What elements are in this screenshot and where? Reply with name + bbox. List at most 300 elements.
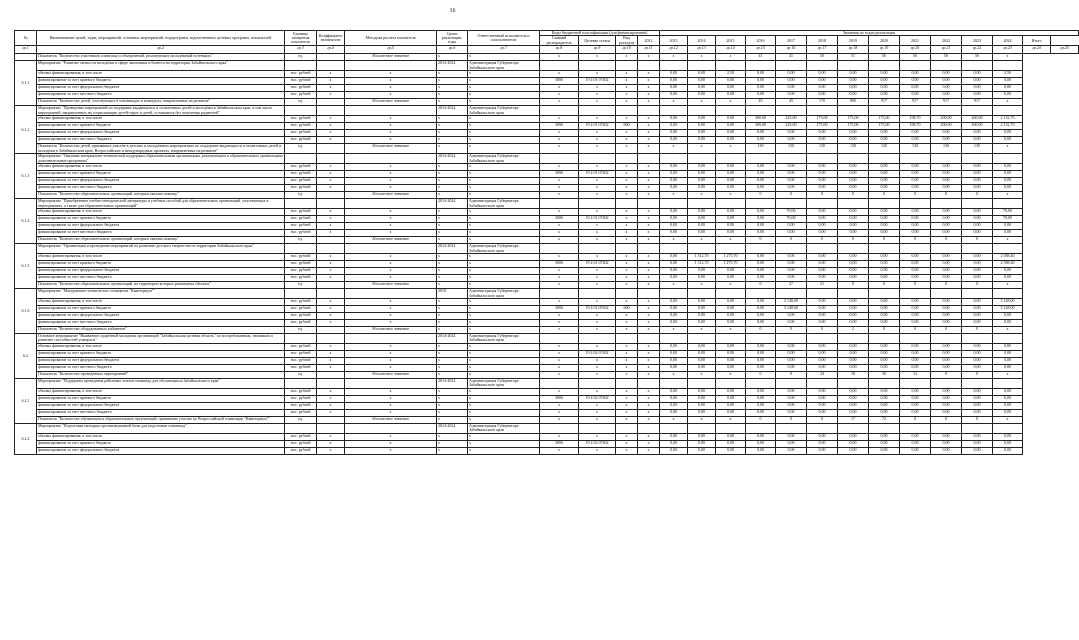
table-cell: 225,00 bbox=[776, 116, 807, 123]
table-cell: 0,00 bbox=[993, 230, 1023, 237]
table-cell: финансирование за счет краевого бюджета bbox=[37, 350, 285, 357]
table-cell: 0,00 bbox=[838, 254, 869, 261]
table-cell: x bbox=[317, 209, 345, 216]
table-cell: 0,00 bbox=[962, 357, 993, 364]
table-cell: тыс. рублей bbox=[285, 343, 317, 350]
table-cell: x bbox=[638, 237, 660, 244]
table-cell: 0,00 bbox=[962, 171, 993, 178]
table-cell: x bbox=[616, 433, 638, 440]
table-cell: x bbox=[468, 343, 540, 350]
table-row bbox=[15, 395, 1079, 402]
table-cell: тыс. рублей bbox=[285, 254, 317, 261]
table-cell: 0,00 bbox=[746, 230, 776, 237]
table-cell bbox=[688, 106, 716, 116]
table-cell: 0,00 bbox=[807, 223, 838, 230]
table-cell: 0,00 bbox=[931, 402, 962, 409]
table-cell: x bbox=[317, 261, 345, 268]
table-cell: x bbox=[317, 409, 345, 416]
column-number: гр.14 bbox=[716, 46, 746, 54]
table-cell: 0,00 bbox=[869, 164, 900, 171]
table-cell bbox=[317, 371, 345, 378]
table-cell bbox=[688, 244, 716, 254]
table-cell: 0,00 bbox=[838, 130, 869, 137]
table-cell: финансирование за счет федерального бюджета bbox=[37, 268, 285, 275]
table-cell: 0,00 bbox=[931, 440, 962, 447]
table-cell: x bbox=[540, 409, 579, 416]
table-cell bbox=[962, 423, 993, 433]
table-cell: 0,00 bbox=[688, 209, 716, 216]
table-cell: 0,00 bbox=[993, 268, 1023, 275]
table-cell: 0,00 bbox=[869, 409, 900, 416]
table-cell: 1 275,70 bbox=[716, 254, 746, 261]
table-cell: x bbox=[616, 440, 638, 447]
table-cell: x bbox=[468, 440, 540, 447]
table-cell bbox=[931, 199, 962, 209]
header-year: 2016 bbox=[746, 36, 776, 46]
table-cell bbox=[993, 333, 1023, 343]
table-cell: 0,00 bbox=[900, 209, 931, 216]
table-cell: 0,00 bbox=[688, 92, 716, 99]
table-cell: 0,00 bbox=[716, 230, 746, 237]
table-cell: 0,00 bbox=[716, 447, 746, 454]
table-cell: 0,00 bbox=[716, 388, 746, 395]
table-cell: 0,00 bbox=[807, 319, 838, 326]
table-cell: 0,00 bbox=[716, 85, 746, 92]
column-number: гр.6 bbox=[437, 46, 468, 54]
table-cell: 0,00 bbox=[660, 312, 688, 319]
table-cell: 198,70 bbox=[900, 116, 931, 123]
table-cell: x bbox=[616, 364, 638, 371]
row-number: 6.1.5 bbox=[15, 244, 37, 289]
table-cell: 0,00 bbox=[838, 298, 869, 305]
table-cell: 0,00 bbox=[869, 71, 900, 78]
table-cell: 0,00 bbox=[869, 343, 900, 350]
table-cell: 0,00 bbox=[962, 261, 993, 268]
table-cell bbox=[838, 378, 869, 388]
page-number: 16 bbox=[449, 8, 456, 14]
table-cell: 0,00 bbox=[660, 388, 688, 395]
table-cell: 0,00 bbox=[993, 275, 1023, 282]
table-cell: 0,00 bbox=[716, 409, 746, 416]
table-cell: тыс. рублей bbox=[285, 78, 317, 85]
table-cell: x bbox=[468, 388, 540, 395]
table-cell bbox=[716, 289, 746, 299]
table-cell: финансирование за счет краевого бюджета bbox=[37, 123, 285, 130]
table-cell: 0,00 bbox=[776, 171, 807, 178]
table-cell: x bbox=[638, 282, 660, 289]
table-cell: x bbox=[616, 171, 638, 178]
table-cell: x bbox=[345, 216, 437, 223]
table-cell: x bbox=[437, 395, 468, 402]
header-code-cs: Целевая статья bbox=[579, 36, 616, 46]
table-cell: финансирование за счет местного бюджета bbox=[37, 137, 285, 144]
table-cell: x bbox=[468, 185, 540, 192]
table-cell: x bbox=[468, 137, 540, 144]
table-cell: 0,00 bbox=[993, 223, 1023, 230]
table-cell: x bbox=[317, 343, 345, 350]
table-cell: x bbox=[638, 275, 660, 282]
table-cell: x bbox=[437, 416, 468, 423]
column-number: гр.7 bbox=[468, 46, 540, 54]
table-cell: x bbox=[345, 312, 437, 319]
table-cell bbox=[900, 289, 931, 299]
table-cell: 13 bbox=[900, 371, 931, 378]
table-cell: 0,00 bbox=[962, 440, 993, 447]
table-cell: x bbox=[468, 216, 540, 223]
table-cell: x bbox=[616, 216, 638, 223]
table-cell: x bbox=[317, 216, 345, 223]
table-cell: x bbox=[437, 357, 468, 364]
budget-table bbox=[14, 30, 1079, 455]
table-cell: x bbox=[688, 237, 716, 244]
table-cell: 0 bbox=[962, 371, 993, 378]
column-number: гр.1 bbox=[15, 46, 37, 54]
table-cell: x bbox=[437, 71, 468, 78]
table-cell bbox=[931, 106, 962, 116]
table-cell bbox=[579, 423, 616, 433]
table-cell: x bbox=[616, 312, 638, 319]
table-cell: 0,00 bbox=[688, 298, 716, 305]
table-cell: 0,00 bbox=[838, 312, 869, 319]
table-cell: 0,00 bbox=[716, 305, 746, 312]
table-cell: x bbox=[345, 350, 437, 357]
table-cell bbox=[746, 61, 776, 71]
table-cell: x bbox=[638, 305, 660, 312]
table-cell: тыс. рублей bbox=[285, 395, 317, 402]
table-cell: 0,00 bbox=[807, 364, 838, 371]
header-year: 2015 bbox=[716, 36, 746, 46]
table-cell: 0 bbox=[838, 282, 869, 289]
table-cell: 41 bbox=[746, 54, 776, 61]
table-cell bbox=[807, 289, 838, 299]
table-row bbox=[15, 171, 1079, 178]
table-row bbox=[15, 440, 1079, 447]
table-cell: x bbox=[716, 326, 746, 333]
table-cell: 0,00 bbox=[931, 305, 962, 312]
table-cell: x bbox=[688, 144, 716, 154]
table-cell: 0,00 bbox=[931, 319, 962, 326]
row-number: 6.1.6 bbox=[15, 289, 37, 334]
table-cell: x bbox=[468, 416, 540, 423]
table-cell: x bbox=[317, 312, 345, 319]
table-cell: 0,00 bbox=[688, 171, 716, 178]
table-cell: x bbox=[638, 178, 660, 185]
table-row bbox=[15, 61, 1079, 71]
table-cell bbox=[317, 326, 345, 333]
table-cell: 0,00 bbox=[807, 343, 838, 350]
table-cell: 200,00 bbox=[931, 116, 962, 123]
header-year: 2020 bbox=[869, 36, 900, 46]
table-cell: x bbox=[317, 223, 345, 230]
table-cell: x bbox=[579, 144, 616, 154]
table-cell: x bbox=[437, 298, 468, 305]
table-cell bbox=[285, 289, 317, 299]
table-cell: 0,00 bbox=[993, 92, 1023, 99]
table-cell: 0,00 bbox=[838, 350, 869, 357]
table-cell: 0,00 bbox=[688, 185, 716, 192]
table-cell: 0,00 bbox=[993, 409, 1023, 416]
table-cell: x bbox=[317, 71, 345, 78]
table-row bbox=[15, 85, 1079, 92]
table-cell: 0,00 bbox=[660, 433, 688, 440]
table-cell: x bbox=[468, 230, 540, 237]
table-cell bbox=[638, 244, 660, 254]
table-cell: финансирование за счет местного бюджета bbox=[37, 230, 285, 237]
table-cell bbox=[931, 333, 962, 343]
table-cell: тыс. рублей bbox=[285, 350, 317, 357]
table-cell: 0,00 bbox=[688, 275, 716, 282]
table-cell: 0,00 bbox=[931, 357, 962, 364]
table-cell: x bbox=[616, 230, 638, 237]
table-cell: x bbox=[616, 71, 638, 78]
table-cell bbox=[317, 282, 345, 289]
table-cell: x bbox=[437, 268, 468, 275]
table-cell: 130 bbox=[931, 144, 962, 154]
table-cell bbox=[776, 154, 807, 164]
table-cell: x bbox=[579, 402, 616, 409]
table-cell: ед. bbox=[285, 192, 317, 199]
table-cell: тыс. рублей bbox=[285, 92, 317, 99]
table-cell bbox=[688, 61, 716, 71]
table-cell bbox=[838, 423, 869, 433]
table-cell: 200,00 bbox=[931, 123, 962, 130]
column-number: гр.5 bbox=[345, 46, 437, 54]
table-cell: x bbox=[638, 319, 660, 326]
table-cell: 0,00 bbox=[869, 171, 900, 178]
table-cell: 0,00 bbox=[962, 319, 993, 326]
column-number: гр.15 bbox=[746, 46, 776, 54]
table-cell: x bbox=[317, 85, 345, 92]
table-cell bbox=[317, 378, 345, 388]
table-cell: x bbox=[993, 144, 1023, 154]
column-number: гр.21 bbox=[931, 46, 962, 54]
column-number: гр.12 bbox=[660, 46, 688, 54]
table-row bbox=[15, 305, 1079, 312]
table-row bbox=[15, 289, 1079, 299]
table-cell: 0,00 bbox=[869, 185, 900, 192]
table-cell: x bbox=[345, 343, 437, 350]
table-cell: 0,00 bbox=[962, 343, 993, 350]
column-number: гр.20 bbox=[900, 46, 931, 54]
table-cell: x bbox=[579, 54, 616, 61]
table-cell: x bbox=[638, 137, 660, 144]
table-cell: 0,00 bbox=[962, 409, 993, 416]
table-cell: x bbox=[638, 216, 660, 223]
table-cell: x bbox=[468, 395, 540, 402]
table-cell: 0,00 bbox=[746, 319, 776, 326]
table-cell bbox=[345, 199, 437, 209]
table-cell: x bbox=[468, 326, 540, 333]
table-cell: 0,00 bbox=[900, 312, 931, 319]
table-cell: 0,00 bbox=[869, 268, 900, 275]
table-cell: Мероприятие "Материально-техническое оснащение "Кванториум"" bbox=[37, 289, 285, 299]
table-cell: 0,00 bbox=[838, 395, 869, 402]
table-cell bbox=[807, 199, 838, 209]
table-cell: 0,00 bbox=[931, 230, 962, 237]
table-cell bbox=[688, 199, 716, 209]
table-row bbox=[15, 71, 1079, 78]
table-cell: 3 148,00 bbox=[993, 298, 1023, 305]
row-number: 6.1.3 bbox=[15, 154, 37, 199]
table-cell: x bbox=[616, 268, 638, 275]
table-cell: 0,00 bbox=[900, 440, 931, 447]
table-cell: 0,00 bbox=[869, 254, 900, 261]
table-cell: x bbox=[437, 409, 468, 416]
table-cell: x bbox=[345, 254, 437, 261]
table-cell bbox=[838, 199, 869, 209]
table-cell bbox=[931, 61, 962, 71]
table-cell: 0,00 bbox=[900, 164, 931, 171]
table-cell: x bbox=[579, 85, 616, 92]
table-cell: 0,00 bbox=[746, 185, 776, 192]
table-cell: 0,00 bbox=[931, 409, 962, 416]
table-cell: 0,00 bbox=[931, 395, 962, 402]
table-cell: 0,00 bbox=[660, 92, 688, 99]
header-values: Значения по годам реализации bbox=[660, 31, 1079, 36]
table-cell bbox=[746, 106, 776, 116]
table-cell bbox=[660, 61, 688, 71]
table-cell: 130 bbox=[776, 144, 807, 154]
table-row bbox=[15, 154, 1079, 164]
table-cell: 3006 bbox=[540, 123, 579, 130]
table-cell bbox=[285, 244, 317, 254]
table-row bbox=[15, 268, 1079, 275]
table-cell: x bbox=[716, 371, 746, 378]
table-cell: 0,00 bbox=[660, 116, 688, 123]
table-cell bbox=[807, 61, 838, 71]
table-cell: 0,00 bbox=[660, 130, 688, 137]
table-cell: 0 bbox=[776, 326, 807, 333]
table-cell bbox=[285, 61, 317, 71]
table-cell: Абсолютное значение bbox=[345, 144, 437, 154]
table-cell bbox=[838, 61, 869, 71]
table-cell: 0,00 bbox=[900, 343, 931, 350]
table-cell bbox=[317, 61, 345, 71]
table-cell: 0,00 bbox=[776, 178, 807, 185]
table-row bbox=[15, 209, 1079, 216]
table-cell: 0,00 bbox=[716, 402, 746, 409]
table-cell: Показатель "Количество детей, принявших участие в детских и молодёжных мероприятиях по поддержке выдающихся и талантливых детей и молодёжи в Забайкальском крае, Всероссийских и международных проектах, направленных на развитие" bbox=[37, 144, 285, 154]
table-cell bbox=[993, 154, 1023, 164]
table-cell: 0,00 bbox=[746, 261, 776, 268]
table-cell: 0 bbox=[807, 416, 838, 423]
table-cell: x bbox=[540, 185, 579, 192]
table-cell: x bbox=[616, 92, 638, 99]
table-cell: 200,00 bbox=[962, 116, 993, 123]
table-cell: финансирование за счет местного бюджета bbox=[37, 364, 285, 371]
table-cell: 0,00 bbox=[962, 350, 993, 357]
table-cell: 30 bbox=[869, 371, 900, 378]
table-cell: 0,00 bbox=[746, 395, 776, 402]
table-cell bbox=[776, 333, 807, 343]
table-cell: 0,00 bbox=[776, 402, 807, 409]
table-cell bbox=[900, 61, 931, 71]
table-cell: 19 4 02 07402 bbox=[579, 395, 616, 402]
table-cell: 2014-2024 bbox=[437, 154, 468, 164]
table-cell: x bbox=[616, 164, 638, 171]
table-cell bbox=[776, 378, 807, 388]
table-cell: 0,00 bbox=[807, 71, 838, 78]
table-cell: x bbox=[638, 192, 660, 199]
table-cell: 0,00 bbox=[900, 261, 931, 268]
table-cell bbox=[616, 244, 638, 254]
table-cell: x bbox=[468, 268, 540, 275]
table-cell: 0,00 bbox=[869, 395, 900, 402]
table-cell: 0,00 bbox=[776, 78, 807, 85]
table-cell: x bbox=[468, 275, 540, 282]
table-cell: 2 588,40 bbox=[993, 261, 1023, 268]
table-cell: x bbox=[579, 116, 616, 123]
table-cell: 0,00 bbox=[993, 440, 1023, 447]
table-cell bbox=[838, 333, 869, 343]
table-cell: 0,00 bbox=[807, 433, 838, 440]
table-cell: 0,00 bbox=[807, 350, 838, 357]
table-cell: финансирование за счет краевого бюджета bbox=[37, 216, 285, 223]
column-number: гр.13 bbox=[688, 46, 716, 54]
table-row bbox=[15, 178, 1079, 185]
table-cell: 0,00 bbox=[807, 254, 838, 261]
table-cell: x bbox=[716, 192, 746, 199]
table-cell bbox=[616, 106, 638, 116]
table-cell: x bbox=[540, 178, 579, 185]
table-cell: 0,00 bbox=[838, 319, 869, 326]
table-row bbox=[15, 298, 1079, 305]
table-cell: x bbox=[540, 144, 579, 154]
table-cell: x bbox=[317, 447, 345, 454]
table-cell: 0,00 bbox=[688, 78, 716, 85]
table-cell: 45 bbox=[776, 99, 807, 106]
table-cell: 0 bbox=[931, 326, 962, 333]
table-cell: 0,00 bbox=[716, 395, 746, 402]
table-cell: x bbox=[579, 298, 616, 305]
table-cell bbox=[638, 154, 660, 164]
table-cell: 0,00 bbox=[838, 261, 869, 268]
table-cell: 0,00 bbox=[900, 319, 931, 326]
table-cell: x bbox=[660, 416, 688, 423]
table-cell: x bbox=[468, 209, 540, 216]
table-cell: x bbox=[993, 192, 1023, 199]
table-cell: x bbox=[638, 123, 660, 130]
table-cell: x bbox=[345, 305, 437, 312]
table-cell: тыс. рублей bbox=[285, 230, 317, 237]
table-cell: объемы финансирования, в том числе bbox=[37, 116, 285, 123]
table-cell bbox=[869, 244, 900, 254]
table-cell: x bbox=[579, 92, 616, 99]
table-cell: 0,00 bbox=[660, 319, 688, 326]
table-cell: x bbox=[468, 130, 540, 137]
table-cell: x bbox=[540, 237, 579, 244]
header-year: 2018 bbox=[807, 36, 838, 46]
table-cell: x bbox=[540, 388, 579, 395]
table-cell: x bbox=[317, 92, 345, 99]
table-cell: 0,00 bbox=[900, 78, 931, 85]
table-cell: x bbox=[540, 350, 579, 357]
table-cell bbox=[317, 244, 345, 254]
table-cell: x bbox=[345, 209, 437, 216]
table-cell: 0,00 bbox=[869, 305, 900, 312]
table-row bbox=[15, 364, 1079, 371]
table-cell: x bbox=[616, 78, 638, 85]
table-cell: 0,00 bbox=[807, 440, 838, 447]
table-cell: 0,00 bbox=[660, 78, 688, 85]
table-cell: Абсолютное значение bbox=[345, 192, 437, 199]
table-cell: x bbox=[579, 319, 616, 326]
table-cell: 56 bbox=[900, 54, 931, 61]
table-cell: 0,00 bbox=[746, 78, 776, 85]
table-cell: объемы финансирования, в том числе bbox=[37, 164, 285, 171]
table-cell: x bbox=[317, 364, 345, 371]
table-cell: x bbox=[616, 116, 638, 123]
